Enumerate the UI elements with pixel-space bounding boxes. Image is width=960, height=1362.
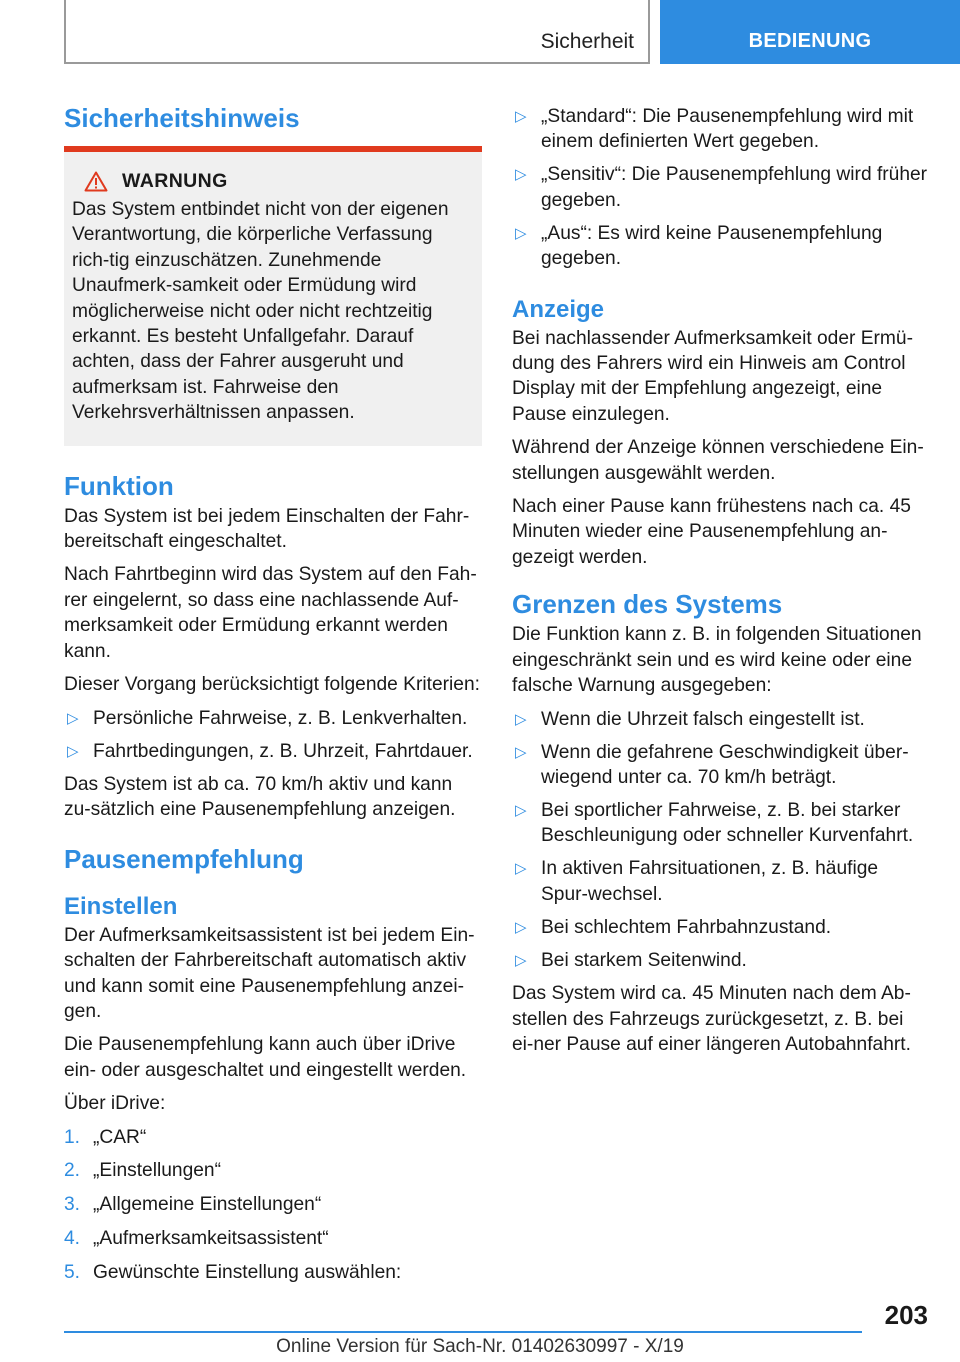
pausen-paragraph-3: Über iDrive: bbox=[64, 1093, 166, 1115]
list-item-text: In aktiven Fahrsituationen, z. B. häufige Spur-wechsel. bbox=[541, 858, 879, 905]
header-section-box bbox=[64, 0, 650, 64]
list-item-text: Wenn die gefahrene Geschwindigkeit über-wiegend unter ca. 70 km/h beträgt. bbox=[541, 741, 909, 788]
list-item bbox=[512, 221, 930, 272]
heading-pausenempfehlung: Pausenempfehlung bbox=[64, 843, 304, 874]
triangle-bullet-icon: ▷ bbox=[67, 742, 79, 760]
list-item bbox=[512, 707, 930, 732]
step-text: „Allgemeine Einstellungen“ bbox=[93, 1194, 322, 1216]
triangle-bullet-icon: ▷ bbox=[67, 709, 79, 727]
section-title-sicherheitshinweis: Sicherheitshinweis bbox=[64, 103, 300, 133]
subheading-anzeige: Anzeige bbox=[512, 295, 605, 323]
triangle-bullet-icon: ▷ bbox=[515, 710, 527, 728]
list-item bbox=[64, 1260, 482, 1285]
list-item bbox=[512, 104, 930, 155]
page-number: 203 bbox=[884, 1300, 928, 1330]
footer-version-text: Online Version für Sach-Nr. 01402630997 - X/19 bbox=[276, 1336, 684, 1357]
list-item bbox=[512, 915, 930, 940]
funktion-paragraph-3: Dieser Vorgang berücksichtigt folgende Kriterien: bbox=[64, 674, 480, 696]
funktion-paragraph-1: Das System ist bei jedem Einschalten der Fahr-bereitschaft eingeschaltet. bbox=[64, 505, 470, 553]
header-chapter-label: BEDIENUNG bbox=[748, 30, 872, 52]
grenzen-paragraph-2: Das System wird ca. 45 Minuten nach dem Ab-stellen des Fahrzeugs zurückgesetzt, z. B. bei ei-ner Pause auf einer längeren Autobahnfahrt. bbox=[512, 983, 911, 1055]
header-chapter-tab bbox=[660, 0, 960, 64]
list-item-text: Bei sportlicher Fahrweise, z. B. bei starker Beschleunigung oder schneller Kurvenfahrt. bbox=[541, 799, 914, 847]
step-text: „CAR“ bbox=[93, 1126, 147, 1148]
list-item-text: Fahrtbedingungen, z. B. Uhrzeit, Fahrtdauer. bbox=[93, 740, 473, 762]
anzeige-paragraph-2: Während der Anzeige können verschiedene Ein-stellungen ausgewählt werden. bbox=[512, 437, 924, 484]
step-text: „Aufmerksamkeitsassistent“ bbox=[93, 1227, 329, 1249]
warning-triangle-icon bbox=[84, 171, 108, 192]
heading-funktion: Funktion bbox=[64, 470, 174, 501]
header-section-title: Sicherheit bbox=[540, 30, 634, 53]
list-item-text: Bei starkem Seitenwind. bbox=[541, 949, 747, 971]
list-item bbox=[512, 740, 930, 791]
list-item-text: Persönliche Fahrweise, z. B. Lenkverhalten. bbox=[93, 707, 468, 729]
anzeige-paragraph-1: Bei nachlassender Aufmerksamkeit oder Ermü-dung des Fahrers wird ein Hinweis am Control Display mit der Empfehlung angezeigt, eine Pause einzulegen. bbox=[512, 327, 913, 425]
pause-options-list bbox=[512, 104, 930, 272]
step-text: Gewünschte Einstellung auswählen: bbox=[93, 1261, 402, 1283]
warning-box bbox=[64, 146, 482, 446]
triangle-bullet-icon: ▷ bbox=[515, 743, 527, 761]
footer-divider bbox=[64, 1331, 862, 1333]
list-item bbox=[64, 1192, 482, 1217]
list-item bbox=[64, 739, 482, 764]
list-item bbox=[512, 162, 930, 213]
pausen-paragraph-2: Die Pausenempfehlung kann auch über iDrive ein- oder ausgeschaltet und eingestellt werden. bbox=[64, 1034, 467, 1081]
idrive-steps-list bbox=[64, 1125, 482, 1286]
list-item-text: „Sensitiv“: Die Pausenempfehlung wird früher gegeben. bbox=[541, 164, 928, 211]
triangle-bullet-icon: ▷ bbox=[515, 801, 527, 819]
warning-header bbox=[72, 170, 474, 193]
funktion-paragraph-4: Das System ist ab ca. 70 km/h aktiv und kann zu-sätzlich eine Pausenempfehlung anzeigen. bbox=[64, 773, 456, 821]
right-column bbox=[512, 104, 930, 1065]
triangle-bullet-icon: ▷ bbox=[515, 860, 527, 878]
warning-text: Das System entbindet nicht von der eigenen Verantwortung, die körperliche Verfassung rich-tig einzuschätzen. Zunehmende Unaufmerk-samkeit oder Ermüdung wird möglicherweise nicht oder nicht rechtzeitig erkannt. Es besteht Unfallgefahr. Darauf achten, dass der Fahrer ausgeruht und aufmerksam ist. Fahrweise den Verkehrsverhältnissen anpassen. bbox=[72, 199, 449, 424]
list-item-text: Bei schlechtem Fahrbahnzustand. bbox=[541, 916, 832, 938]
list-item-text: Wenn die Uhrzeit falsch eingestellt ist. bbox=[541, 708, 865, 730]
subheading-einstellen: Einstellen bbox=[64, 892, 178, 920]
list-item bbox=[64, 1125, 482, 1150]
triangle-bullet-icon: ▷ bbox=[515, 166, 527, 184]
triangle-bullet-icon: ▷ bbox=[515, 918, 527, 936]
pausen-paragraph-1: Der Aufmerksamkeitsassistent ist bei jedem Ein-schalten der Fahrbereitschaft automatisch aktiv und kann somit eine Pausenempfehlung anzei-gen. bbox=[64, 924, 475, 1022]
funktion-criteria-list bbox=[64, 706, 482, 764]
step-number: 4. bbox=[64, 1227, 81, 1249]
step-number: 1. bbox=[64, 1126, 81, 1148]
triangle-bullet-icon: ▷ bbox=[515, 108, 527, 125]
list-item bbox=[512, 798, 930, 849]
grenzen-paragraph-1: Die Funktion kann z. B. in folgenden Situationen eingeschränkt sein und es wird keine oder eine falsche Warnung ausgegeben: bbox=[512, 624, 922, 697]
anzeige-paragraph-3: Nach einer Pause kann frühestens nach ca. 45 Minuten wieder eine Pausenempfehlung an-gezeigt werden. bbox=[512, 496, 911, 568]
list-item bbox=[512, 856, 930, 907]
step-number: 2. bbox=[64, 1160, 81, 1182]
funktion-paragraph-2: Nach Fahrtbeginn wird das System auf den Fah-rer eingelernt, so dass eine nachlassende Auf-merksamkeit oder Ermüdung erkannt werden kann. bbox=[64, 564, 477, 662]
step-text: „Einstellungen“ bbox=[93, 1160, 221, 1182]
step-number: 5. bbox=[64, 1261, 81, 1283]
list-item-text: „Aus“: Es wird keine Pausenempfehlung gegeben. bbox=[541, 222, 883, 270]
triangle-bullet-icon: ▷ bbox=[515, 951, 527, 969]
heading-grenzen: Grenzen des Systems bbox=[512, 589, 783, 620]
warning-label: WARNUNG bbox=[122, 170, 228, 192]
grenzen-situations-list bbox=[512, 707, 930, 974]
list-item bbox=[64, 706, 482, 731]
list-item bbox=[64, 1226, 482, 1251]
list-item bbox=[64, 1158, 482, 1183]
triangle-bullet-icon: ▷ bbox=[515, 224, 527, 242]
step-number: 3. bbox=[64, 1194, 81, 1216]
list-item-text: „Standard“: Die Pausenempfehlung wird mit einem definierten Wert gegeben. bbox=[541, 106, 914, 153]
list-item bbox=[512, 948, 930, 973]
left-column bbox=[64, 98, 482, 1294]
